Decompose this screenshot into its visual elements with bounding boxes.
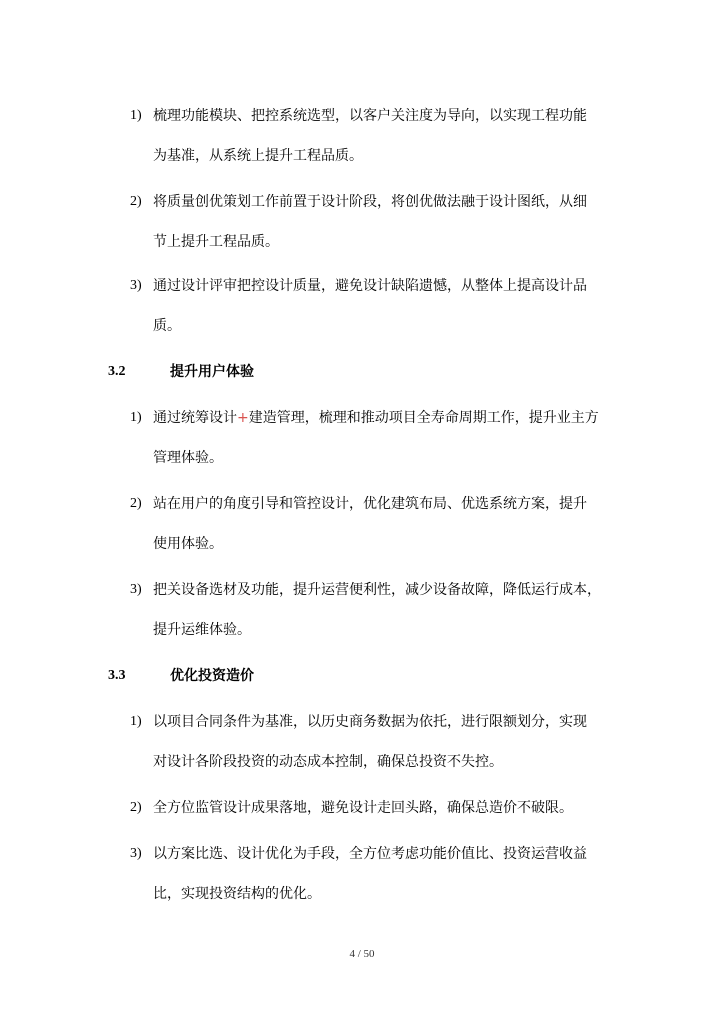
list-item-number: 1) bbox=[130, 714, 142, 729]
list-item-text-line2: 为基准，从系统上提升工程品质。 bbox=[153, 148, 363, 164]
list-item-text-line2: 使用体验。 bbox=[153, 536, 223, 552]
list-item-number: 2) bbox=[130, 194, 142, 209]
list-item-text-line2: 质。 bbox=[153, 318, 181, 334]
list-item-text-line2: 比，实现投资结构的优化。 bbox=[153, 886, 321, 902]
list-item-text-line1: 将质量创优策划工作前置于设计阶段，将创优做法融于设计图纸，从细 bbox=[153, 194, 587, 210]
list-item-text-line1: 通过统筹设计+建造管理，梳理和推动项目全寿命周期工作，提升业主方 bbox=[153, 410, 599, 426]
section-title: 优化投资造价 bbox=[170, 668, 254, 684]
list-item-text-line1: 全方位监管设计成果落地，避免设计走回头路，确保总造价不破限。 bbox=[153, 800, 573, 816]
list-item-text-line1: 梳理功能模块、把控系统选型，以客户关注度为导向，以实现工程功能 bbox=[153, 108, 587, 124]
list-item-text-line2: 对设计各阶段投资的动态成本控制，确保总投资不失控。 bbox=[153, 754, 503, 770]
list-item-text-line1: 站在用户的角度引导和管控设计，优化建筑布局、优选系统方案，提升 bbox=[153, 496, 587, 512]
list-item-number: 2) bbox=[130, 800, 142, 815]
list-item-text-line1: 以方案比选、设计优化为手段，全方位考虑功能价值比、投资运营收益 bbox=[153, 846, 587, 862]
list-item-text-line2: 节上提升工程品质。 bbox=[153, 234, 279, 250]
list-item-text-line1: 把关设备选材及功能，提升运营便利性，减少设备故障，降低运行成本， bbox=[153, 582, 601, 598]
section-title: 提升用户体验 bbox=[170, 364, 254, 380]
list-item-text-line1: 通过设计评审把控设计质量，避免设计缺陷遗憾，从整体上提高设计品 bbox=[153, 278, 587, 294]
list-item-text-line2: 提升运维体验。 bbox=[153, 622, 251, 638]
list-item-number: 1) bbox=[130, 108, 142, 123]
section-number: 3.2 bbox=[108, 364, 126, 379]
list-item-text-line2: 管理体验。 bbox=[153, 450, 223, 466]
list-item-number: 1) bbox=[130, 410, 142, 425]
list-item-number: 2) bbox=[130, 496, 142, 511]
section-number: 3.3 bbox=[108, 668, 126, 683]
plus-sign: + bbox=[237, 410, 249, 426]
list-item-text-line1: 以项目合同条件为基准，以历史商务数据为依托，进行限额划分，实现 bbox=[153, 714, 587, 730]
list-item-number: 3) bbox=[130, 582, 142, 597]
page-number: 4 / 50 bbox=[349, 948, 375, 960]
list-item-number: 3) bbox=[130, 846, 142, 861]
list-item-number: 3) bbox=[130, 278, 142, 293]
